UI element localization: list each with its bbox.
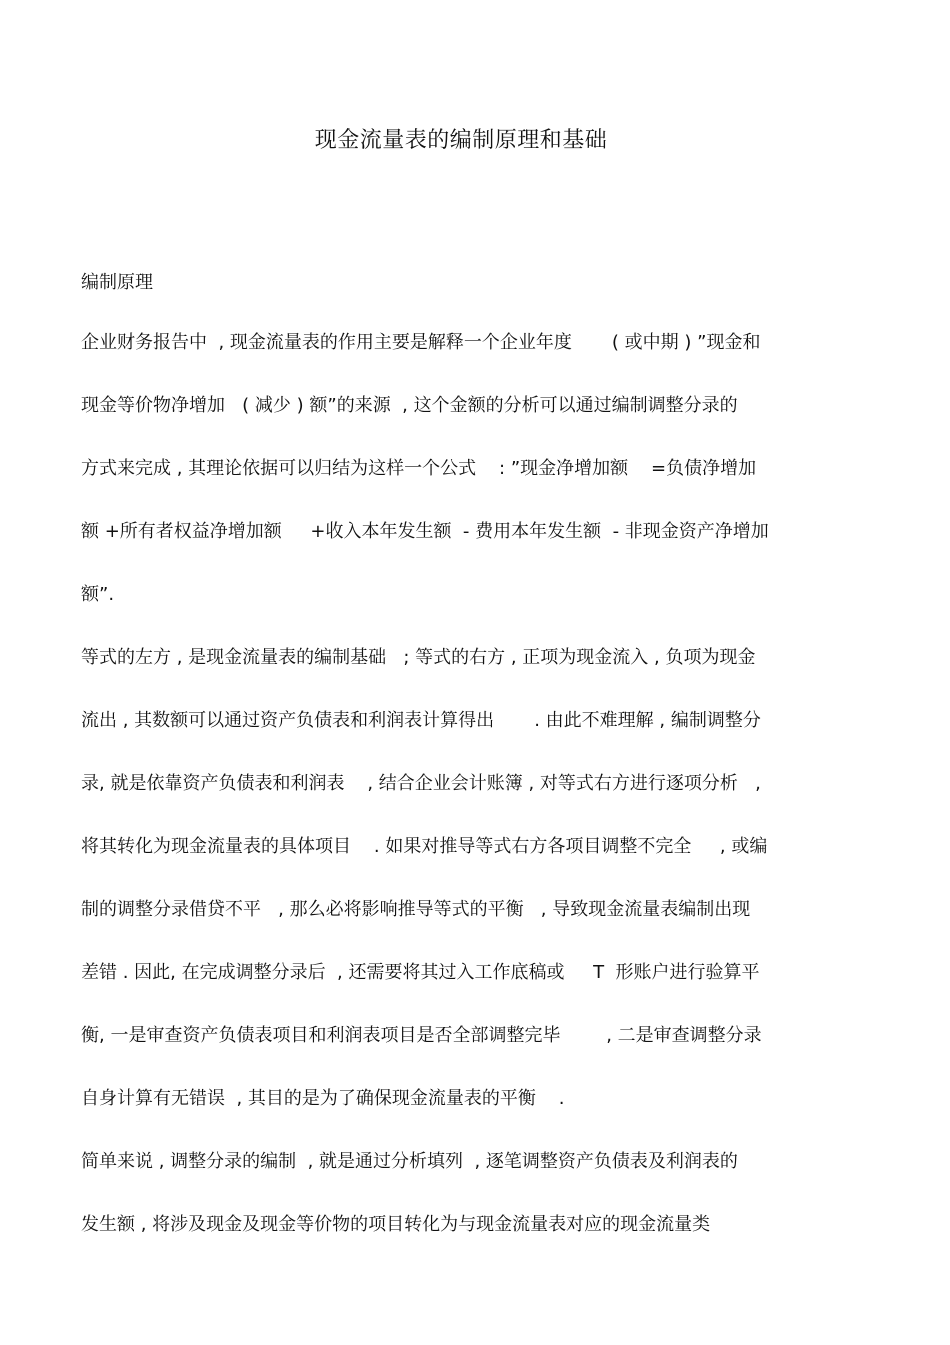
paragraph-line: 流出 , 其数额可以通过资产负债表和利润表计算得出 . 由此不难理解 , 编制调整分 xyxy=(81,710,761,731)
paragraph-line: 衡, 一是审查资产负债表项目和利润表项目是否全部调整完毕 , 二是审查调整分录 xyxy=(81,1025,762,1046)
paragraph-line: 现金等价物净增加 ( 减少 ) 额”的来源 , 这个金额的分析可以通过编制调整分录的 xyxy=(81,395,738,416)
paragraph-line: 方式来完成 , 其理论依据可以归结为这样一个公式 : ”现金净增加额 =负债净增加 xyxy=(81,458,757,479)
document-body xyxy=(81,266,881,1241)
paragraph-line: 发生额 , 将涉及现金及现金等价物的项目转化为与现金流量表对应的现金流量类 xyxy=(81,1214,711,1235)
paragraph-line: 企业财务报告中 , 现金流量表的作用主要是解释一个企业年度 ( 或中期 ) ”现金和 xyxy=(81,332,761,353)
paragraph-line: 录, 就是依靠资产负债表和利润表 , 结合企业会计账簿 , 对等式右方进行逐项分析 , xyxy=(81,773,761,794)
paragraph-line: 等式的左方 , 是现金流量表的编制基础 ; 等式的右方 , 正项为现金流入 , 负项为现金 xyxy=(81,647,756,668)
paragraph-line: 将其转化为现金流量表的具体项目 . 如果对推导等式右方各项目调整不完全 , 或编 xyxy=(81,836,768,857)
paragraph-summary xyxy=(81,1145,881,1241)
paragraph-formula xyxy=(81,326,881,611)
paragraph-line: 制的调整分录借贷不平 , 那么必将影响推导等式的平衡 , 导致现金流量表编制出现 xyxy=(81,899,751,920)
paragraph-line: 简单来说 , 调整分录的编制 , 就是通过分析填列 , 逐笔调整资产负债表及利润表的 xyxy=(81,1151,738,1172)
paragraph-line: 额 +所有者权益净增加额 +收入本年发生额 - 费用本年发生额 - 非现金资产净增加 xyxy=(81,521,769,542)
paragraph-line: 自身计算有无错误 , 其目的是为了确保现金流量表的平衡 . xyxy=(81,1088,565,1109)
section-heading: 编制原理 xyxy=(81,272,153,293)
paragraph-line: 差错 . 因此, 在完成调整分录后 , 还需要将其过入工作底稿或 T 形账户进行验算平 xyxy=(81,962,760,983)
document-title: 现金流量表的编制原理和基础 xyxy=(314,128,608,153)
paragraph-line: 额”. xyxy=(81,584,115,605)
paragraph-explanation xyxy=(81,641,881,1115)
